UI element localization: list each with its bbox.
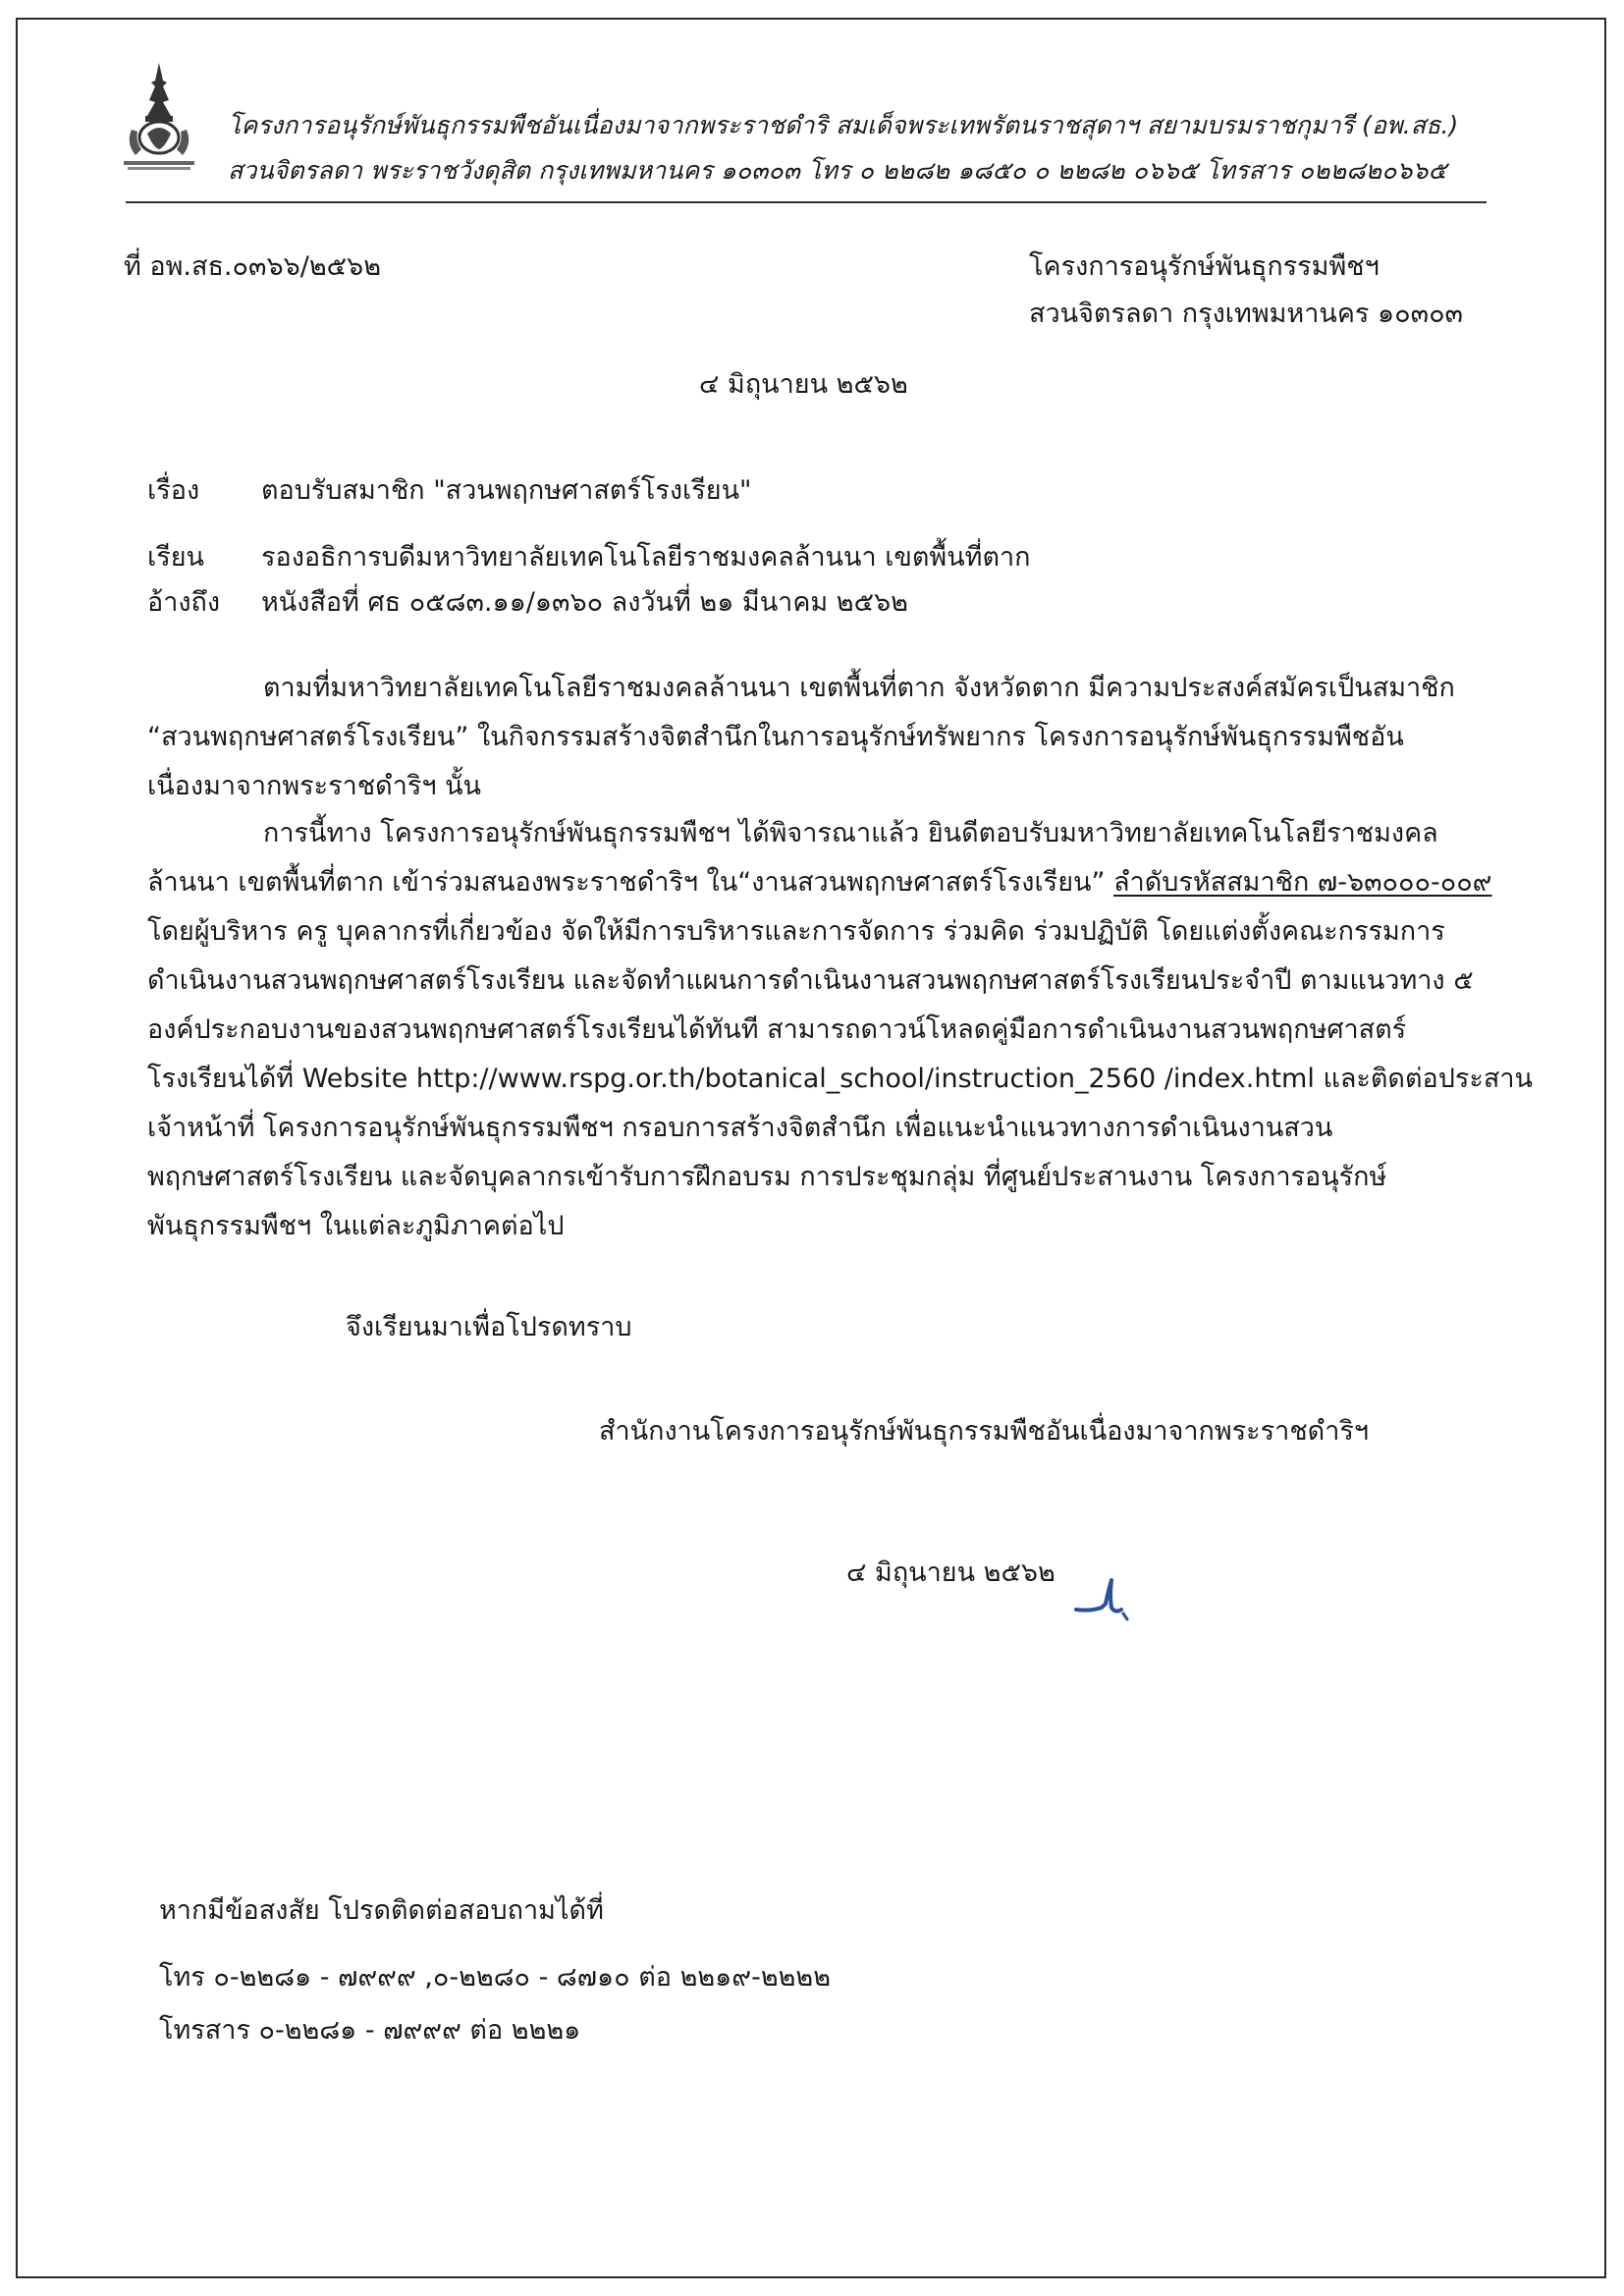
subject-value: ตอบรับสมาชิก "สวนพฤกษศาสตร์โรงเรียน" [261, 475, 752, 506]
paragraph-2-line: เจ้าหน้าที่ โครงการอนุรักษ์พันธุกรรมพืชฯ กรอบการสร้างจิตสำนึก เพื่อแนะนำแนวทางการดำเนินงานสวน [147, 1113, 1333, 1143]
paragraph-2-line: พันธุกรรมพืชฯ ในแต่ละภูมิภาคต่อไป [147, 1211, 565, 1241]
paragraph-2-line: พฤกษศาสตร์โรงเรียน และจัดบุคลากรเข้ารับการฝึกอบรม การประชุมกลุ่ม ที่ศูนย์ประสานงาน โครงการอนุรักษ์ [147, 1162, 1387, 1192]
contact-phone: โทร ๐-๒๒๘๑ - ๗๙๙๙ ,๐-๒๒๘๐ - ๘๗๑๐ ต่อ ๒๒๑๙-๒๒๒๒ [159, 1962, 832, 1993]
contact-fax: โทรสาร ๐-๒๒๘๑ - ๗๙๙๙ ต่อ ๒๒๒๑ [159, 2015, 581, 2046]
letterhead-divider [126, 201, 1487, 203]
signature-mark-icon [1072, 1564, 1141, 1623]
recipient-value: รองอธิการบดีมหาวิทยาลัยเทคโนโลยีราชมงคลล้านนา เขตพื้นที่ตาก [261, 542, 1031, 573]
doc-number: ที่ อพ.สธ.๐๓๖๖/๒๕๖๒ [124, 251, 381, 282]
paragraph-2-line: โดยผู้บริหาร ครู บุคลากรที่เกี่ยวข้อง จัดให้มีการบริหารและการจัดการ ร่วมคิด ร่วมปฏิบัติ โดยแต่งตั้งคณะกรรมการ [147, 916, 1445, 947]
closing-text: จึงเรียนมาเพื่อโปรดทราบ [346, 1312, 632, 1342]
paragraph-2-text: ล้านนา เขตพื้นที่ตาก เข้าร่วมสนองพระราชดำริฯ ใน“งานสวนพฤกษศาสตร์โรงเรียน” [147, 867, 1114, 898]
paragraph-1-line: “สวนพฤกษศาสตร์โรงเรียน” ในกิจกรรมสร้างจิตสำนึกในการอนุรักษ์ทรัพยากร โครงการอนุรักษ์พันธุกรรมพืชอัน [147, 722, 1404, 752]
paragraph-2-line: ดำเนินงานสวนพฤกษศาสตร์โรงเรียน และจัดทำแผนการดำเนินงานสวนพฤกษศาสตร์โรงเรียนประจำปี ตามแนวทาง ๕ [147, 965, 1474, 996]
letterhead-line-1: โครงการอนุรักษ์พันธุกรรมพืชอันเนื่องมาจากพระราชดำริ สมเด็จพระเทพรัตนราชสุดาฯ สยามบรมราชกุมารี (อพ.สธ.) [228, 111, 1459, 139]
paragraph-1-line: เนื่องมาจากพระราชดำริฯ นั้น [147, 771, 482, 801]
signature-date: ๔ มิถุนายน ๒๕๖๒ [846, 1558, 1056, 1588]
paragraph-2-line [147, 858, 1492, 907]
paragraph-2 [147, 809, 1533, 1251]
paragraph-2-line: องค์ประกอบงานของสวนพฤกษศาสตร์โรงเรียนได้ทันที สามารถดาวน์โหลดคู่มือการดำเนินงานสวนพฤกษศาสตร์ [147, 1014, 1407, 1045]
paragraph-2-line: การนี้ทาง โครงการอนุรักษ์พันธุกรรมพืชฯ ได้พิจารณาแล้ว ยินดีตอบรับมหาวิทยาลัยเทคโนโลยีราชมงคล [263, 818, 1438, 848]
paragraph-1-line: ตามที่มหาวิทยาลัยเทคโนโลยีราชมงคลล้านนา เขตพื้นที่ตาก จังหวัดตาก มีความประสงค์สมัครเป็นสมาชิก [263, 673, 1455, 703]
letter-date: ๔ มิถุนายน ๒๕๖๒ [699, 369, 908, 400]
recipient-label: เรียน [147, 542, 205, 573]
subject-label: เรื่อง [147, 475, 200, 506]
paragraph-1 [147, 664, 1463, 811]
reference-value: หนังสือที่ ศธ ๐๕๘๓.๑๑/๑๓๖๐ ลงวันที่ ๒๑ มีนาคม ๒๕๖๒ [261, 587, 908, 618]
sender-line-1: โครงการอนุรักษ์พันธุกรรมพืชฯ [1029, 251, 1380, 282]
royal-emblem-icon [118, 61, 200, 175]
reference-label: อ้างถึง [147, 587, 221, 618]
letterhead-line-2: สวนจิตรลดา พระราชวังดุสิต กรุงเทพมหานคร ๑๐๓๐๓ โทร ๐ ๒๒๘๒ ๑๘๕๐ ๐ ๒๒๘๒ ๐๖๖๕ โทรสาร ๐๒๒๘๒๐๖๖๕ [228, 156, 1447, 185]
office-name: สำนักงานโครงการอนุรักษ์พันธุกรรมพืชอันเนื่องมาจากพระราชดำริฯ [599, 1416, 1370, 1447]
website-line: โรงเรียนได้ที่ Website http://www.rspg.or.th/botanical_school/instruction_2560 /index.html และติดต่อประสาน [147, 1064, 1533, 1094]
sender-line-2: สวนจิตรลดา กรุงเทพมหานคร ๑๐๓๐๓ [1029, 299, 1464, 329]
contact-intro: หากมีข้อสงสัย โปรดติดต่อสอบถามได้ที่ [159, 1895, 604, 1926]
member-code: ลำดับรหัสสมาชิก ๗-๖๓๐๐๐-๐๐๙ [1113, 867, 1492, 898]
